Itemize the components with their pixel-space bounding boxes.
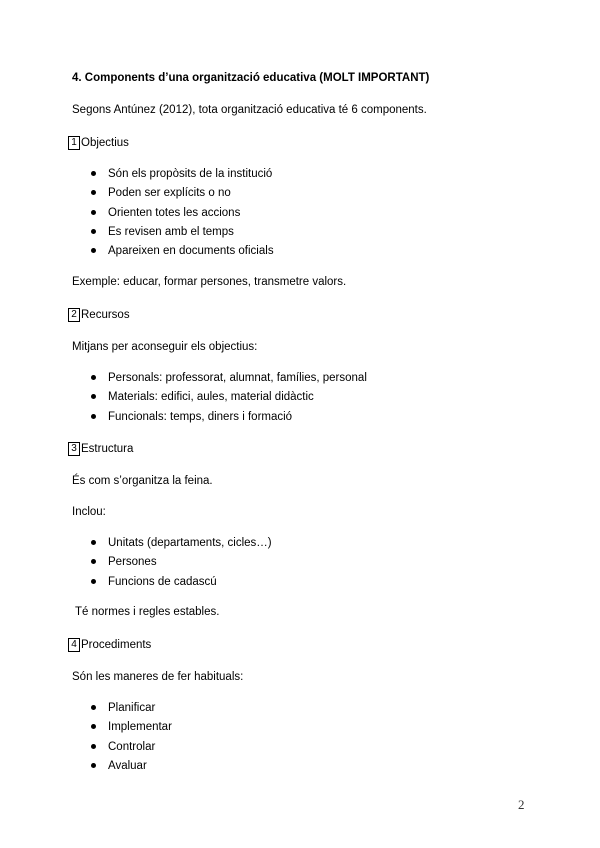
number-box-4: 4 (68, 638, 80, 652)
list-item: Persones (91, 555, 272, 574)
list-item: Unitats (departaments, cicles…) (91, 536, 272, 555)
section-heading-objectius (68, 136, 129, 150)
page-number: 2 (518, 797, 525, 812)
list-item: Es revisen amb el temps (91, 225, 274, 244)
section-heading-estructura (68, 442, 133, 456)
estructura-note: Té normes i regles estables. (75, 606, 220, 618)
section-title: 4. Components d’una organització educativa (MOLT IMPORTANT) (72, 72, 430, 84)
estructura-lead: És com s’organitza la feina. (72, 475, 213, 487)
list-item: Controlar (91, 740, 172, 759)
section-heading-label: Objectius (81, 137, 129, 149)
procediments-list (91, 701, 172, 778)
procediments-lead: Són les maneres de fer habituals: (72, 671, 244, 683)
objectius-list (91, 167, 274, 263)
list-item: Avaluar (91, 759, 172, 778)
section-heading-label: Estructura (81, 443, 134, 455)
list-item: Orienten totes les accions (91, 206, 274, 225)
section-heading-label: Procediments (81, 639, 152, 651)
recursos-list (91, 371, 367, 429)
section-heading-label: Recursos (81, 309, 130, 321)
intro-paragraph: Segons Antúnez (2012), tota organització educativa té 6 components. (72, 104, 427, 116)
list-item: Són els propòsits de la institució (91, 167, 274, 186)
list-item: Planificar (91, 701, 172, 720)
objectius-example: Exemple: educar, formar persones, transmetre valors. (72, 276, 347, 288)
list-item: Personals: professorat, alumnat, famílies, personal (91, 371, 367, 390)
list-item: Poden ser explícits o no (91, 186, 274, 205)
section-heading-procediments (68, 638, 151, 652)
estructura-list (91, 536, 272, 594)
list-item: Materials: edifici, aules, material didàctic (91, 390, 367, 409)
list-item: Funcions de cadascú (91, 575, 272, 594)
section-heading-recursos (68, 308, 130, 322)
number-box-3: 3 (68, 442, 80, 456)
list-item: Apareixen en documents oficials (91, 244, 274, 263)
estructura-lead2: Inclou: (72, 506, 106, 518)
number-box-1: 1 (68, 136, 80, 150)
number-box-2: 2 (68, 308, 80, 322)
list-item: Implementar (91, 720, 172, 739)
recursos-lead: Mitjans per aconseguir els objectius: (72, 341, 258, 353)
list-item: Funcionals: temps, diners i formació (91, 410, 367, 429)
